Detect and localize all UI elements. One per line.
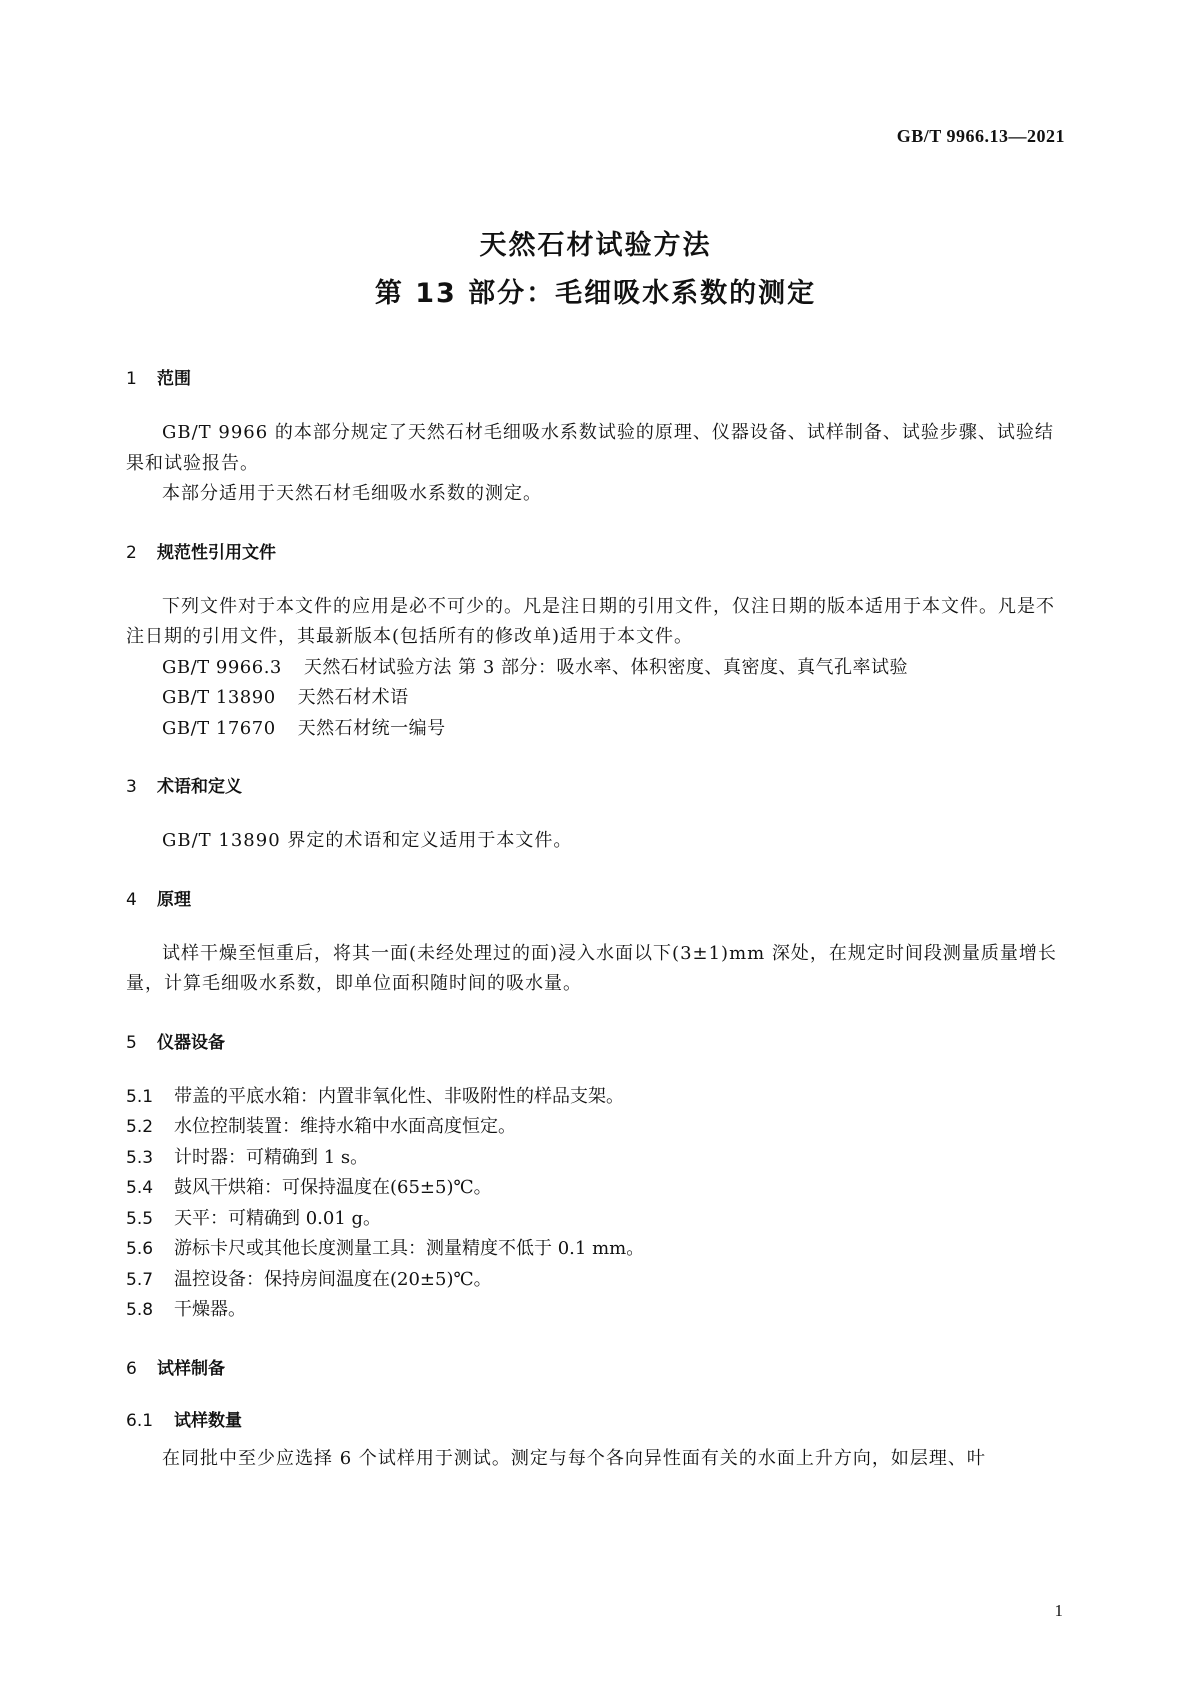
item-number: 5.3 [126, 1147, 154, 1168]
apparatus-item [126, 1112, 1066, 1143]
section-number: 6 [126, 1358, 137, 1379]
section-number: 4 [126, 889, 137, 910]
item-text: 计时器：可精确到 1 s。 [174, 1146, 369, 1168]
item-text: 水位控制装置：维持水箱中水面高度恒定。 [174, 1116, 516, 1137]
subsection-title: 试样数量 [174, 1410, 242, 1431]
reference-title: 天然石材试验方法 第 3 部分：吸水率、体积密度、真密度、真气孔率试验 [303, 656, 909, 678]
item-number: 5.4 [126, 1178, 154, 1198]
apparatus-item [126, 1143, 1066, 1174]
reference-item [126, 683, 1066, 714]
section-number: 5 [126, 1032, 137, 1053]
section-heading-apparatus [126, 1030, 1066, 1056]
item-number: 5.6 [126, 1239, 154, 1259]
apparatus-item [126, 1295, 1066, 1326]
paragraph: GB/T 13890 界定的术语和定义适用于本文件。 [162, 830, 573, 851]
reference-title: 天然石材统一编号 [297, 717, 446, 739]
item-text: 带盖的平底水箱：内置非氧化性、非吸附性的样品支架。 [174, 1085, 624, 1107]
paragraph: 试样干燥至恒重后，将其一面(未经处理过的面)浸入水面以下(3±1)mm 深处，在规定时间段测量质量增长量，计算毛细吸水系数，即单位面积随时间的吸水量。 [126, 942, 1057, 994]
document-title [0, 222, 1191, 318]
reference-code: GB/T 17670 [162, 717, 276, 739]
apparatus-item [126, 1234, 1066, 1265]
apparatus-item [126, 1082, 1066, 1113]
section-heading-terms [126, 774, 1066, 800]
apparatus-item [126, 1173, 1066, 1204]
title-line-1: 天然石材试验方法 [479, 230, 712, 261]
item-number: 5.8 [126, 1300, 154, 1320]
apparatus-item [126, 1204, 1066, 1235]
paragraph: 在同批中至少应选择 6 个试样用于测试。测定与每个各向异性面有关的水面上升方向，如层理、叶 [162, 1447, 986, 1469]
subsection-number: 6.1 [126, 1410, 154, 1431]
item-text: 鼓风干烘箱：可保持温度在(65±5)℃。 [174, 1177, 492, 1198]
item-number: 5.5 [126, 1208, 154, 1229]
reference-code: GB/T 13890 [162, 687, 276, 708]
document-body [126, 366, 1066, 1474]
paragraph: 本部分适用于天然石材毛细吸水系数的测定。 [162, 483, 542, 504]
paragraph: GB/T 9966 的本部分规定了天然石材毛细吸水系数试验的原理、仪器设备、试样制备、试验步骤、试验结果和试验报告。 [126, 422, 1054, 474]
section-title: 规范性引用文件 [157, 542, 276, 563]
title-line-2: 第 13 部分：毛细吸水系数的测定 [374, 278, 817, 309]
section-heading-scope [126, 366, 1066, 392]
item-text: 干燥器。 [174, 1299, 246, 1320]
item-number: 5.1 [126, 1086, 154, 1107]
standard-code: GB/T 9966.13—2021 [896, 126, 1065, 146]
item-text: 天平：可精确到 0.01 g。 [174, 1207, 382, 1229]
item-number: 5.7 [126, 1269, 154, 1290]
section-title: 范围 [157, 369, 191, 389]
section-number: 3 [126, 777, 137, 797]
section-title: 仪器设备 [157, 1032, 225, 1053]
apparatus-item [126, 1265, 1066, 1296]
paragraph: 下列文件对于本文件的应用是必不可少的。凡是注日期的引用文件，仅注日期的版本适用于本文件。凡是不注日期的引用文件，其最新版本(包括所有的修改单)适用于本文件。 [126, 595, 1055, 647]
reference-title: 天然石材术语 [297, 687, 409, 708]
section-title: 原理 [157, 889, 191, 910]
reference-item [126, 714, 1066, 745]
section-number: 1 [126, 369, 137, 389]
page-number: 1 [1054, 1601, 1063, 1620]
item-number: 5.2 [126, 1117, 154, 1137]
section-title: 试样制备 [157, 1358, 225, 1379]
item-text: 温控设备：保持房间温度在(20±5)℃。 [174, 1268, 492, 1290]
reference-code: GB/T 9966.3 [162, 656, 282, 678]
subsection-heading-specimen-count [126, 1408, 1066, 1434]
section-number: 2 [126, 542, 137, 563]
section-title: 术语和定义 [157, 777, 242, 797]
section-heading-specimen-preparation [126, 1356, 1066, 1382]
reference-item [126, 653, 1066, 684]
section-heading-principle [126, 887, 1066, 913]
item-text: 游标卡尺或其他长度测量工具：测量精度不低于 0.1 mm。 [174, 1238, 645, 1259]
section-heading-normative-references [126, 540, 1066, 566]
